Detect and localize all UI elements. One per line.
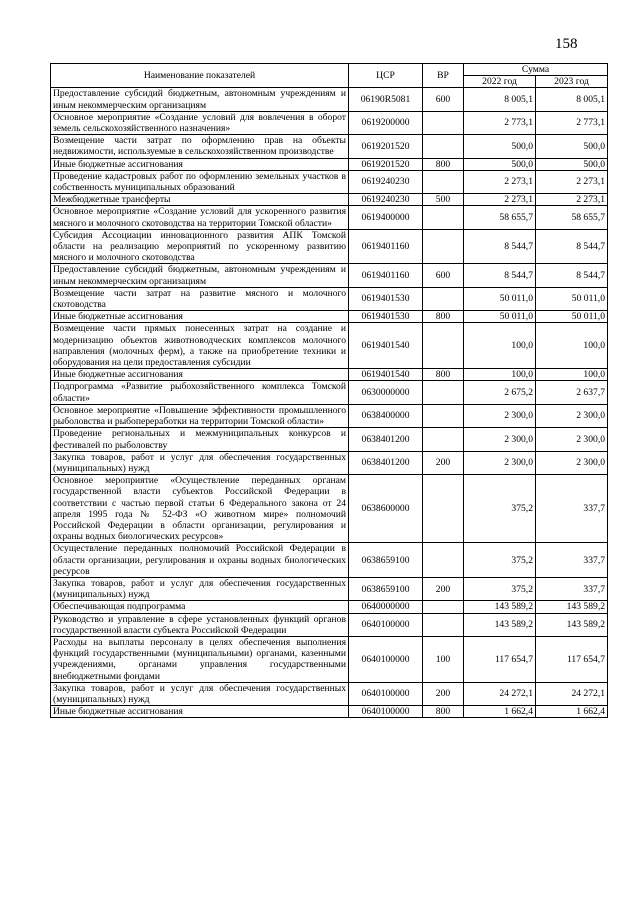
table-row [51, 287, 608, 310]
header-csr: ЦСР [349, 64, 423, 88]
row-sum-2023: 50 011,0 [536, 311, 608, 323]
row-vr: 200 [423, 682, 464, 705]
row-sum-2022: 100,0 [464, 323, 536, 369]
table-row [51, 636, 608, 682]
row-name: Основное мероприятие «Создание условий для ускоренного развития мясного и молочного скотоводства на территории Томской области» [51, 206, 349, 229]
row-vr [423, 111, 464, 134]
row-vr [423, 601, 464, 613]
row-sum-2022: 8 005,1 [464, 88, 536, 111]
row-name: Закупка товаров, работ и услуг для обеспечения государственных (муниципальных) нужд [51, 451, 349, 474]
row-csr: 0640100000 [349, 682, 423, 705]
row-name: Обеспечивающая подпрограмма [51, 601, 349, 613]
row-vr: 800 [423, 369, 464, 381]
table-header [51, 64, 608, 88]
row-sum-2023: 50 011,0 [536, 287, 608, 310]
row-sum-2022: 500,0 [464, 135, 536, 158]
row-csr: 0619201520 [349, 158, 423, 170]
table-row [51, 428, 608, 451]
row-csr: 0630000000 [349, 381, 423, 404]
table-row [51, 229, 608, 264]
table-row [51, 577, 608, 600]
row-sum-2023: 8 005,1 [536, 88, 608, 111]
row-sum-2022: 375,2 [464, 577, 536, 600]
row-csr: 0638401200 [349, 451, 423, 474]
row-sum-2022: 24 272,1 [464, 682, 536, 705]
table-row [51, 451, 608, 474]
table-row [51, 111, 608, 134]
row-sum-2023: 2 300,0 [536, 451, 608, 474]
row-sum-2023: 337,7 [536, 543, 608, 578]
row-sum-2023: 8 544,7 [536, 229, 608, 264]
row-sum-2023: 143 589,2 [536, 601, 608, 613]
row-sum-2023: 100,0 [536, 369, 608, 381]
row-vr [423, 229, 464, 264]
row-csr: 0638600000 [349, 475, 423, 543]
row-name: Проведение кадастровых работ по оформлению земельных участков в собственность муниципальных образований [51, 170, 349, 193]
header-vr: ВР [423, 64, 464, 88]
row-name: Расходы на выплаты персоналу в целях обеспечения выполнения функций государственными (муниципальными) органами, казенными учреждениями, органами управления государственными внебюджетными фондами [51, 636, 349, 682]
table-row [51, 381, 608, 404]
row-csr: 0619401160 [349, 229, 423, 264]
table-row [51, 206, 608, 229]
row-name: Субсидия Ассоциации инновационного развития АПК Томской области на реализацию мероприятий по ускоренному развитию мясного и молочного скотоводства [51, 229, 349, 264]
row-csr: 0640000000 [349, 601, 423, 613]
row-sum-2023: 24 272,1 [536, 682, 608, 705]
table-row [51, 88, 608, 111]
page-number: 158 [555, 36, 578, 52]
table-row [51, 170, 608, 193]
row-csr: 0619401540 [349, 323, 423, 369]
row-name: Проведение региональных и межмуниципальных конкурсов и фестивалей по рыболовству [51, 428, 349, 451]
row-name: Предоставление субсидий бюджетным, автономным учреждениям и иным некоммерческим организациям [51, 264, 349, 287]
table-row [51, 135, 608, 158]
row-name: Возмещение части затрат на развитие мясного и молочного скотоводства [51, 287, 349, 310]
row-csr: 0619401160 [349, 264, 423, 287]
row-sum-2022: 143 589,2 [464, 613, 536, 636]
row-name: Осуществление переданных полномочий Российской Федерации в области организации, регулирования и охраны водных биологических ресурсов [51, 543, 349, 578]
row-name: Руководство и управление в сфере установленных функций органов государственной власти субъекта Российской Федерации [51, 613, 349, 636]
row-sum-2023: 2 300,0 [536, 428, 608, 451]
row-csr: 0640100000 [349, 706, 423, 718]
row-sum-2023: 500,0 [536, 158, 608, 170]
table-row [51, 543, 608, 578]
row-sum-2023: 58 655,7 [536, 206, 608, 229]
table-row [51, 194, 608, 206]
row-sum-2023: 2 273,1 [536, 194, 608, 206]
row-sum-2022: 500,0 [464, 158, 536, 170]
row-name: Иные бюджетные ассигнования [51, 706, 349, 718]
row-sum-2022: 2 675,2 [464, 381, 536, 404]
row-sum-2023: 337,7 [536, 577, 608, 600]
row-vr [423, 428, 464, 451]
row-sum-2022: 58 655,7 [464, 206, 536, 229]
header-sum: Сумма [464, 64, 608, 76]
row-vr [423, 206, 464, 229]
row-vr: 800 [423, 311, 464, 323]
row-vr [423, 287, 464, 310]
row-sum-2022: 8 544,7 [464, 229, 536, 264]
row-sum-2022: 117 654,7 [464, 636, 536, 682]
table-row [51, 613, 608, 636]
table-row [51, 682, 608, 705]
row-sum-2022: 143 589,2 [464, 601, 536, 613]
row-sum-2023: 2 773,1 [536, 111, 608, 134]
row-vr: 100 [423, 636, 464, 682]
table-row [51, 404, 608, 427]
row-name: Межбюджетные трансферты [51, 194, 349, 206]
table-row [51, 323, 608, 369]
header-year-2023: 2023 год [536, 76, 608, 88]
row-name: Возмещение части затрат по оформлению прав на объекты недвижимости, используемые в сельскохозяйственном производстве [51, 135, 349, 158]
row-name: Предоставление субсидий бюджетным, автономным учреждениям и иным некоммерческим организациям [51, 88, 349, 111]
row-csr: 0619201520 [349, 135, 423, 158]
row-vr [423, 135, 464, 158]
row-name: Иные бюджетные ассигнования [51, 369, 349, 381]
row-vr [423, 170, 464, 193]
row-sum-2022: 50 011,0 [464, 311, 536, 323]
row-name: Иные бюджетные ассигнования [51, 311, 349, 323]
row-vr: 200 [423, 577, 464, 600]
header-year-2022: 2022 год [464, 76, 536, 88]
budget-table [50, 63, 608, 718]
row-sum-2023: 500,0 [536, 135, 608, 158]
row-sum-2022: 2 273,1 [464, 194, 536, 206]
row-csr: 0619400000 [349, 206, 423, 229]
table-body [51, 88, 608, 718]
row-csr: 0619401540 [349, 369, 423, 381]
row-name: Закупка товаров, работ и услуг для обеспечения государственных (муниципальных) нужд [51, 577, 349, 600]
table-row [51, 706, 608, 718]
row-sum-2023: 100,0 [536, 323, 608, 369]
row-name: Возмещение части прямых понесенных затрат на создание и модернизацию объектов животноводческих комплексов молочного направления (молочных ферм), а также на приобретение техники и оборудования на цели предоставления субсидии [51, 323, 349, 369]
table-row [51, 601, 608, 613]
table-row [51, 369, 608, 381]
row-vr [423, 381, 464, 404]
row-sum-2022: 2 273,1 [464, 170, 536, 193]
table-row [51, 158, 608, 170]
row-sum-2022: 375,2 [464, 475, 536, 543]
row-vr [423, 323, 464, 369]
row-vr: 500 [423, 194, 464, 206]
row-name: Закупка товаров, работ и услуг для обеспечения государственных (муниципальных) нужд [51, 682, 349, 705]
row-vr [423, 475, 464, 543]
row-csr: 0638401200 [349, 428, 423, 451]
row-sum-2022: 100,0 [464, 369, 536, 381]
row-csr: 0640100000 [349, 613, 423, 636]
row-sum-2023: 1 662,4 [536, 706, 608, 718]
row-vr: 200 [423, 451, 464, 474]
row-vr: 600 [423, 88, 464, 111]
row-sum-2022: 8 544,7 [464, 264, 536, 287]
row-vr: 600 [423, 264, 464, 287]
row-sum-2022: 2 300,0 [464, 428, 536, 451]
row-sum-2023: 8 544,7 [536, 264, 608, 287]
row-csr: 0619240230 [349, 194, 423, 206]
row-name: Иные бюджетные ассигнования [51, 158, 349, 170]
row-vr [423, 404, 464, 427]
row-name: Основное мероприятие «Повышение эффективности промышленного рыболовства и рыбопереработки на территории Томской области» [51, 404, 349, 427]
row-csr: 06190R5081 [349, 88, 423, 111]
row-csr: 0638659100 [349, 543, 423, 578]
row-sum-2022: 1 662,4 [464, 706, 536, 718]
row-csr: 0638400000 [349, 404, 423, 427]
row-sum-2023: 117 654,7 [536, 636, 608, 682]
row-sum-2023: 143 589,2 [536, 613, 608, 636]
row-csr: 0619401530 [349, 287, 423, 310]
table-row [51, 475, 608, 543]
table-row [51, 311, 608, 323]
row-sum-2022: 2 300,0 [464, 404, 536, 427]
row-sum-2023: 2 300,0 [536, 404, 608, 427]
row-sum-2023: 2 273,1 [536, 170, 608, 193]
row-csr: 0638659100 [349, 577, 423, 600]
header-name: Наименование показателей [51, 64, 349, 88]
row-vr [423, 613, 464, 636]
table-row [51, 264, 608, 287]
row-vr [423, 543, 464, 578]
row-csr: 0619200000 [349, 111, 423, 134]
row-vr: 800 [423, 158, 464, 170]
row-sum-2022: 2 773,1 [464, 111, 536, 134]
row-sum-2023: 2 637,7 [536, 381, 608, 404]
row-sum-2022: 375,2 [464, 543, 536, 578]
row-name: Подпрограмма «Развитие рыбохозяйственного комплекса Томской области» [51, 381, 349, 404]
row-csr: 0619401530 [349, 311, 423, 323]
row-sum-2023: 337,7 [536, 475, 608, 543]
row-name: Основное мероприятие «Осуществление переданных органам государственной власти субъектов Российской Федерации в соответствии с частью первой статьи 6 Федерального закона от 24 апреля 1995 года № 52-ФЗ «О животном мире» полномочий Российской Федерации в области организации, регулирования и охраны водных биологических ресурсов» [51, 475, 349, 543]
row-vr: 800 [423, 706, 464, 718]
row-name: Основное мероприятие «Создание условий для вовлечения в оборот земель сельскохозяйственного назначения» [51, 111, 349, 134]
row-csr: 0619240230 [349, 170, 423, 193]
row-sum-2022: 50 011,0 [464, 287, 536, 310]
row-csr: 0640100000 [349, 636, 423, 682]
row-sum-2022: 2 300,0 [464, 451, 536, 474]
